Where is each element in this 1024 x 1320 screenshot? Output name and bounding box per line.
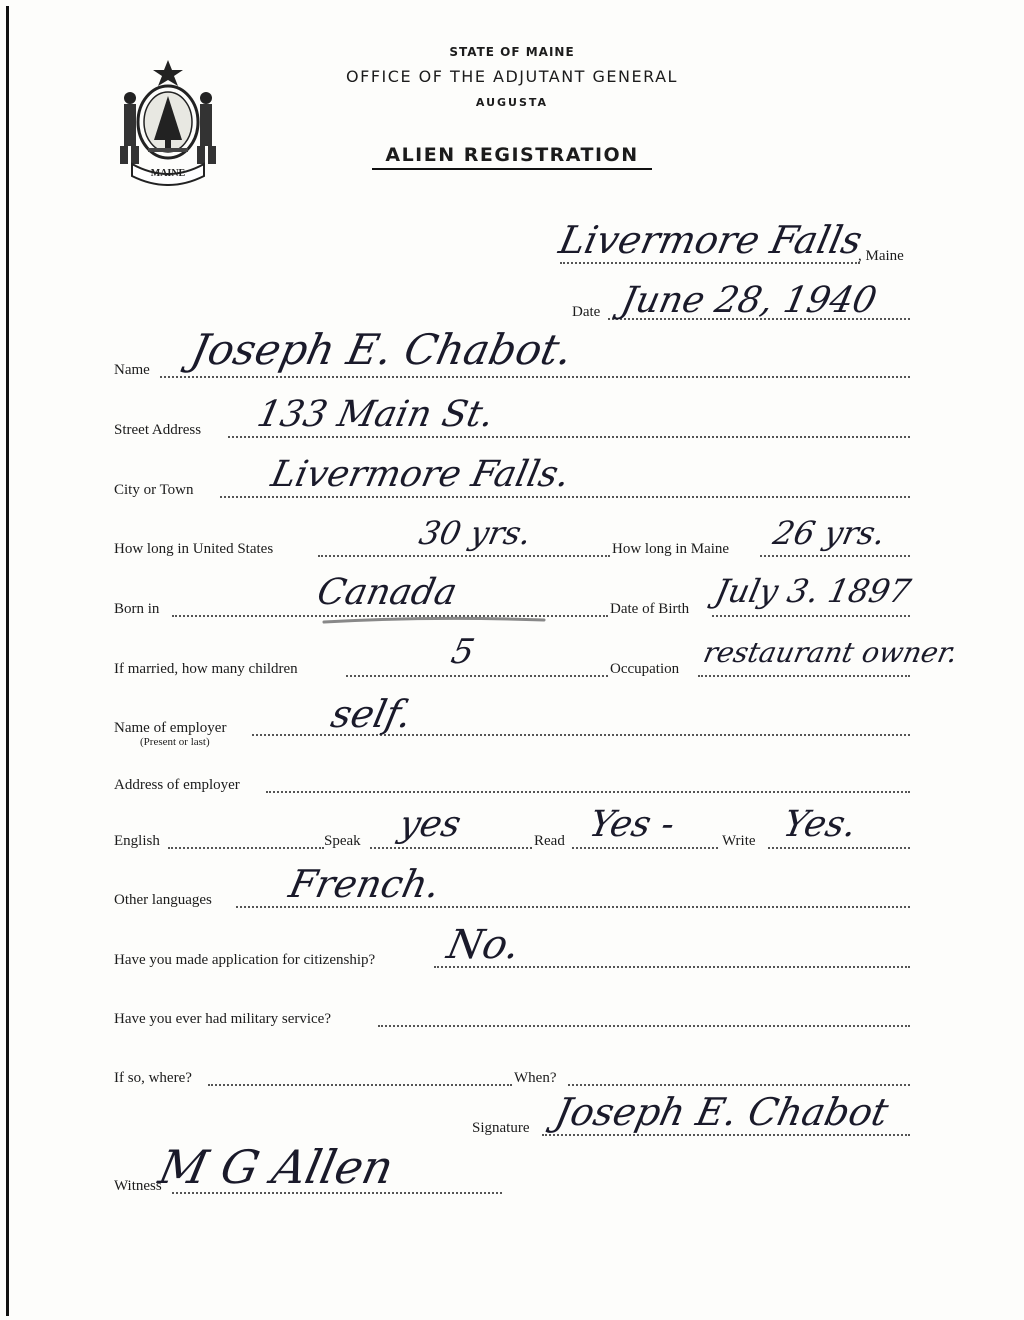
when-label: When? — [514, 1070, 557, 1086]
title-underline — [372, 168, 652, 170]
other-languages-label: Other languages — [114, 892, 212, 908]
employer-note-label: (Present or last) — [140, 736, 210, 748]
occupation-value: restaurant owner. — [700, 636, 961, 669]
date-of-birth-label: Date of Birth — [610, 601, 690, 617]
signature-value: Joseph E. Chabot — [551, 1090, 893, 1134]
header-city: AUGUSTA — [475, 96, 549, 109]
name-line — [160, 376, 910, 378]
street-address-label: Street Address — [114, 422, 202, 438]
scan-border — [6, 6, 9, 1316]
place-value: Livermore Falls — [555, 218, 867, 262]
speak-value: yes — [395, 804, 465, 845]
street-address-value: 133 Main St. — [253, 394, 498, 435]
write-line — [768, 847, 910, 849]
signature-label: Signature — [472, 1120, 530, 1136]
header-state: STATE OF MAINE — [449, 45, 575, 59]
write-label: Write — [722, 833, 756, 849]
name-label: Name — [114, 362, 150, 378]
citizenship-label: Have you made application for citizenship? — [114, 952, 376, 968]
how-long-us-value: 30 yrs. — [415, 514, 535, 552]
city-town-label: City or Town — [114, 482, 194, 498]
born-in-label: Born in — [114, 601, 160, 617]
other-languages-value: French. — [285, 862, 445, 906]
write-value: Yes. — [779, 804, 861, 845]
read-value: Yes - — [585, 804, 679, 845]
employer-address-line — [266, 791, 910, 793]
how-long-maine-value: 26 yrs. — [769, 514, 889, 552]
signature-line — [542, 1134, 910, 1136]
occupation-line — [698, 675, 910, 677]
english-line — [168, 847, 324, 849]
born-in-underline-stroke — [320, 614, 550, 628]
english-label: English — [114, 833, 160, 849]
married-children-label: If married, how many children — [114, 661, 298, 677]
maine-suffix-label: , Maine — [858, 248, 904, 264]
how-long-us-line — [318, 555, 610, 557]
employer-name-value: self. — [327, 692, 416, 736]
witness-value: M G Allen — [154, 1140, 399, 1194]
children-line — [346, 675, 608, 677]
speak-line — [370, 847, 532, 849]
witness-label: Witness — [114, 1178, 162, 1194]
military-line — [378, 1025, 910, 1027]
how-long-us-label: How long in United States — [114, 541, 274, 557]
date-label: Date — [572, 304, 601, 320]
date-value: June 28, 1940 — [617, 280, 881, 321]
employer-name-label: Name of employer — [114, 720, 227, 736]
occupation-label: Occupation — [610, 661, 680, 677]
if-so-where-label: If so, where? — [114, 1070, 192, 1086]
other-languages-line — [236, 906, 910, 908]
children-value: 5 — [447, 632, 478, 672]
place-line — [560, 262, 860, 264]
read-line — [572, 847, 718, 849]
name-value: Joseph E. Chabot. — [186, 325, 578, 374]
employer-address-label: Address of employer — [114, 777, 240, 793]
how-long-maine-line — [760, 555, 910, 557]
date-of-birth-line — [712, 615, 910, 617]
form-title: ALIEN REGISTRATION — [385, 144, 639, 166]
city-town-line — [220, 496, 910, 498]
citizenship-value: No. — [443, 922, 524, 968]
military-label: Have you ever had military service? — [114, 1011, 331, 1027]
where-line — [208, 1084, 512, 1086]
header-office: OFFICE OF THE ADJUTANT GENERAL — [346, 67, 678, 86]
street-address-line — [228, 436, 910, 438]
city-town-value: Livermore Falls. — [267, 454, 574, 495]
date-of-birth-value: July 3. 1897 — [711, 572, 915, 610]
when-line — [568, 1084, 910, 1086]
seal-banner-text: MAINE — [150, 168, 186, 179]
born-in-value: Canada — [313, 572, 461, 613]
how-long-maine-label: How long in Maine — [612, 541, 730, 557]
speak-label: Speak — [324, 833, 361, 849]
read-label: Read — [534, 833, 565, 849]
